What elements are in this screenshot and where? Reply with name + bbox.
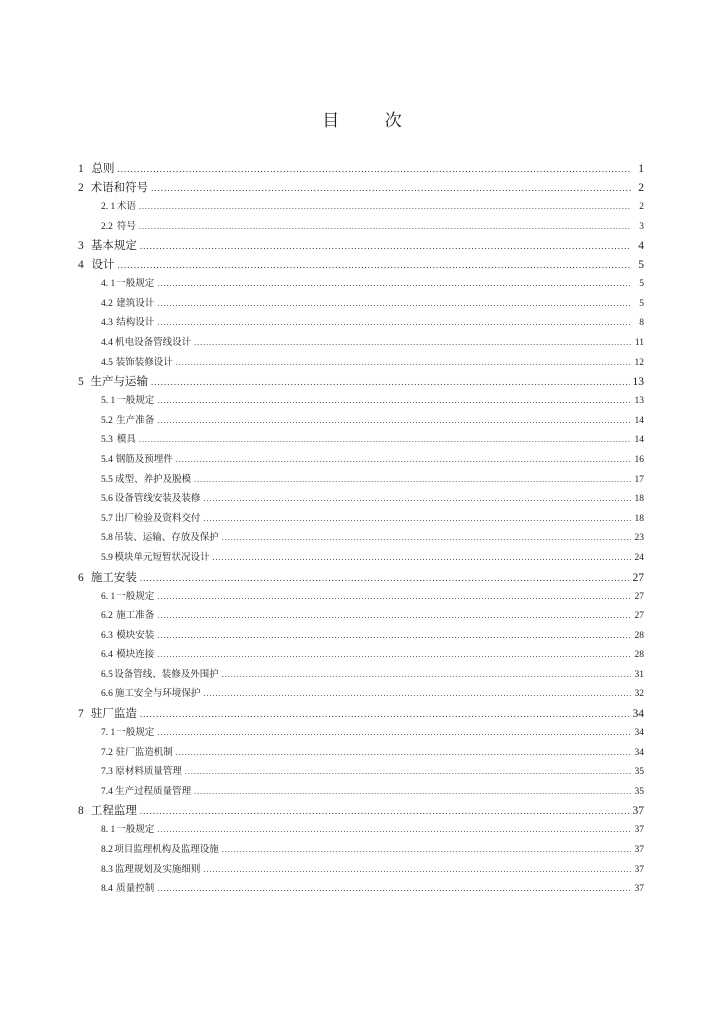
toc-entry-number: 4.2 (101, 298, 113, 309)
toc-entry-page-number: 37 (634, 845, 644, 856)
toc-entry-title: 项目监理机构及监理设施 (114, 844, 219, 856)
toc-entry-page-number: 24 (634, 552, 644, 563)
toc-entry-page-number: 5 (639, 298, 644, 309)
toc-section-entry[interactable] (78, 431, 644, 451)
toc-section-entry[interactable] (78, 218, 644, 238)
toc-section-entry[interactable] (78, 275, 644, 295)
toc-section-entry[interactable] (78, 880, 644, 900)
toc-dot-leader (194, 338, 631, 347)
toc-entry-title: 设备管线安装及装修 (114, 493, 201, 505)
toc-dot-leader (203, 865, 631, 874)
toc-entry-number: 4.3 (101, 318, 113, 329)
toc-section-entry[interactable] (78, 549, 644, 569)
toc-entry-page-number: 2 (639, 202, 644, 212)
toc-dot-leader (140, 709, 630, 719)
toc-section-entry[interactable] (78, 314, 644, 334)
toc-dot-leader (151, 183, 631, 193)
toc-chapter-entry[interactable] (78, 802, 644, 821)
toc-entry-title: 总则 (91, 161, 115, 175)
toc-entry-page-number: 28 (634, 650, 644, 661)
toc-entry-page-number: 11 (634, 337, 644, 348)
toc-entry-number: 6. 1 (101, 591, 116, 602)
toc-section-entry[interactable] (78, 412, 644, 432)
toc-section-entry[interactable] (78, 529, 644, 549)
toc-dot-leader (176, 358, 631, 367)
toc-entry-number: 7.4 (101, 786, 113, 797)
toc-entry-number: 7. 1 (101, 728, 116, 739)
toc-entry-page-number: 14 (634, 435, 644, 446)
toc-entry-title: 施工准备 (116, 610, 155, 622)
toc-dot-leader (203, 689, 631, 698)
toc-entry-number: 5.6 (101, 494, 113, 505)
toc-entry-number: 4. 1 (101, 279, 116, 290)
toc-section-entry[interactable] (78, 685, 644, 705)
toc-section-entry[interactable] (78, 451, 644, 471)
toc-dot-leader (213, 553, 631, 562)
toc-dot-leader (157, 279, 631, 288)
toc-entry-number: 5.3 (101, 435, 113, 446)
toc-section-entry[interactable] (78, 334, 644, 354)
toc-entry-title: 驻厂监造 (90, 706, 137, 721)
toc-entry-title: 施工安全与环境保护 (114, 688, 201, 700)
toc-dot-leader (157, 611, 631, 620)
toc-entry-page-number: 12 (634, 357, 644, 368)
toc-section-entry[interactable] (78, 198, 644, 218)
toc-dot-leader (157, 631, 631, 640)
toc-dot-leader (140, 241, 631, 251)
toc-entry-number: 7.2 (101, 747, 113, 758)
toc-entry-number: 4.5 (101, 357, 113, 368)
toc-entry-number: 6.6 (101, 689, 113, 700)
toc-dot-leader (203, 514, 631, 523)
toc-entry-number: 2.2 (101, 221, 113, 232)
toc-section-entry[interactable] (78, 627, 644, 647)
toc-dot-leader (194, 787, 631, 796)
toc-section-entry[interactable] (78, 607, 644, 627)
toc-chapter-entry[interactable] (78, 160, 644, 179)
toc-entry-title: 一般规定 (116, 395, 155, 407)
toc-section-entry[interactable] (78, 763, 644, 783)
toc-entry-title: 一般规定 (116, 278, 155, 290)
toc-entry-title: 术语 (116, 201, 136, 212)
toc-entry-title: 模块单元短暂状况设计 (114, 551, 210, 563)
toc-entry-number: 5. 1 (101, 396, 116, 407)
toc-entry-number: 5 (78, 376, 84, 389)
toc-entry-title: 设计 (91, 257, 115, 272)
toc-entry-page-number: 37 (634, 884, 644, 895)
toc-dot-leader (194, 475, 631, 484)
toc-entry-title: 监理规划及实施细则 (114, 863, 201, 875)
toc-entry-number: 4.4 (101, 337, 113, 348)
toc-entry-page-number: 34 (634, 747, 644, 758)
toc-entry-page-number: 31 (634, 669, 644, 680)
toc-section-entry[interactable] (78, 392, 644, 412)
toc-entry-number: 2. 1 (101, 202, 116, 212)
toc-entry-title: 装饰装修设计 (115, 356, 173, 368)
toc-entry-title: 成型、养护及脱模 (115, 473, 192, 485)
toc-dot-leader (185, 767, 631, 776)
toc-entry-page-number: 3 (639, 221, 644, 232)
toc-entry-title: 吊装、运输、存放及保护 (114, 532, 219, 544)
toc-entry-title: 一般规定 (116, 590, 155, 602)
toc-entry-page-number: 8 (639, 318, 644, 329)
toc-entry-page-number: 34 (634, 728, 644, 739)
toc-entry-page-number: 23 (634, 533, 644, 544)
toc-entry-number: 5.9 (101, 552, 113, 563)
toc-dot-leader (139, 202, 631, 211)
toc-entry-number: 3 (78, 240, 84, 253)
toc-dot-leader (222, 670, 631, 679)
toc-dot-leader (157, 318, 631, 327)
toc-entry-title: 质量控制 (116, 883, 155, 895)
toc-entry-title: 生产准备 (116, 414, 155, 426)
toc-entry-title: 工程监理 (90, 803, 137, 818)
toc-dot-leader (222, 845, 631, 854)
toc-dot-leader (140, 573, 630, 583)
toc-entry-page-number: 35 (634, 767, 644, 778)
toc-entry-page-number: 14 (634, 415, 644, 426)
toc-entry-title: 生产过程质量管理 (115, 785, 192, 797)
toc-entry-number: 1 (78, 163, 84, 175)
toc-entry-title: 设备管线、装修及外围护 (114, 668, 219, 680)
toc-chapter-entry[interactable] (78, 705, 644, 724)
toc-entry-page-number: 37 (634, 864, 644, 875)
toc-chapter-entry[interactable] (78, 373, 644, 392)
toc-entry-page-number: 13 (634, 396, 644, 407)
toc-entry-number: 2 (78, 182, 84, 194)
toc-entry-title: 施工安装 (90, 569, 137, 584)
toc-section-entry[interactable] (78, 295, 644, 315)
toc-section-entry[interactable] (78, 666, 644, 686)
toc-entry-page-number: 34 (632, 708, 644, 721)
toc-entry-number: 6 (78, 571, 84, 584)
toc-section-entry[interactable] (78, 490, 644, 510)
toc-entry-page-number: 13 (632, 376, 644, 389)
toc-entry-title: 模块连接 (116, 649, 155, 661)
toc-entry-number: 8. 1 (101, 825, 116, 836)
toc-entry-number: 5.5 (101, 474, 113, 485)
toc-section-entry[interactable] (78, 471, 644, 491)
toc-dot-leader (139, 222, 631, 231)
toc-dot-leader (176, 455, 631, 464)
toc-entry-number: 7 (78, 708, 84, 721)
toc-entry-page-number: 18 (634, 494, 644, 505)
toc-section-entry[interactable] (78, 588, 644, 608)
toc-entry-title: 出厂检验及资料交付 (114, 512, 201, 524)
toc-entry-title: 符号 (116, 220, 136, 232)
toc-dot-leader (157, 728, 631, 737)
toc-dot-leader (157, 884, 631, 893)
toc-entry-title: 一般规定 (116, 727, 155, 739)
toc-entry-title: 模块安装 (116, 629, 155, 641)
toc-entry-number: 8.4 (101, 884, 113, 895)
toc-entry-title: 钢筋及预埋件 (115, 453, 173, 465)
toc-entry-title: 机电设备管线设计 (115, 336, 192, 348)
toc-entry-number: 6.2 (101, 611, 113, 622)
toc-entry-title: 模具 (116, 434, 136, 446)
toc-dot-leader (157, 592, 631, 601)
toc-dot-leader (222, 533, 631, 542)
toc-entry-title: 生产与运输 (90, 374, 149, 389)
toc-section-entry[interactable] (78, 510, 644, 530)
toc-section-entry[interactable] (78, 783, 644, 803)
toc-chapter-entry[interactable] (78, 569, 644, 588)
toc-entry-number: 7.3 (101, 767, 113, 778)
toc-entry-title: 原材料质量管理 (115, 766, 182, 778)
toc-entry-title: 结构设计 (116, 317, 155, 329)
toc-chapter-entry[interactable] (78, 256, 644, 275)
toc-entry-number: 5.7 (101, 513, 113, 524)
toc-entry-page-number: 27 (634, 591, 644, 602)
toc-entry-number: 5.8 (101, 533, 113, 544)
table-of-contents (78, 160, 644, 900)
toc-section-entry[interactable] (78, 861, 644, 881)
toc-entry-page-number: 5 (638, 259, 644, 272)
toc-dot-leader (157, 825, 631, 834)
toc-entry-title: 驻厂监造机制 (115, 746, 173, 758)
toc-entry-page-number: 16 (634, 454, 644, 465)
toc-chapter-entry[interactable] (78, 179, 644, 198)
toc-section-entry[interactable] (78, 354, 644, 374)
toc-entry-page-number: 37 (634, 825, 644, 836)
toc-entry-page-number: 27 (632, 571, 644, 584)
toc-section-entry[interactable] (78, 646, 644, 666)
toc-section-entry[interactable] (78, 821, 644, 841)
toc-chapter-entry[interactable] (78, 237, 644, 256)
toc-entry-page-number: 37 (632, 805, 644, 818)
toc-dot-leader (117, 260, 631, 270)
toc-entry-page-number: 35 (634, 786, 644, 797)
toc-entry-page-number: 5 (639, 279, 644, 290)
toc-entry-title: 一般规定 (116, 824, 155, 836)
toc-entry-number: 5.2 (101, 415, 113, 426)
toc-entry-title: 建筑设计 (116, 297, 155, 309)
toc-entry-number: 4 (78, 259, 84, 272)
toc-dot-leader (151, 377, 629, 387)
toc-entry-page-number: 32 (634, 689, 644, 700)
toc-entry-page-number: 2 (638, 182, 644, 194)
toc-entry-number: 6.5 (101, 669, 113, 680)
toc-entry-page-number: 1 (638, 163, 644, 175)
toc-dot-leader (157, 396, 631, 405)
toc-dot-leader (140, 806, 630, 816)
toc-entry-number: 5.4 (101, 454, 113, 465)
toc-section-entry[interactable] (78, 724, 644, 744)
toc-dot-leader (157, 416, 631, 425)
toc-entry-number: 6.3 (101, 630, 113, 641)
toc-entry-title: 术语和符号 (90, 180, 149, 194)
page-title: 目 次 (322, 111, 422, 131)
toc-dot-leader (157, 650, 631, 659)
toc-dot-leader (117, 164, 631, 174)
toc-dot-leader (139, 435, 631, 444)
toc-entry-page-number: 27 (634, 611, 644, 622)
toc-section-entry[interactable] (78, 744, 644, 764)
toc-entry-title: 基本规定 (90, 238, 137, 253)
toc-entry-page-number: 18 (634, 513, 644, 524)
toc-entry-number: 6.4 (101, 650, 113, 661)
toc-entry-number: 8.2 (101, 845, 113, 856)
toc-entry-number: 8.3 (101, 864, 113, 875)
toc-dot-leader (176, 748, 631, 757)
toc-dot-leader (203, 494, 631, 503)
toc-entry-page-number: 17 (634, 474, 644, 485)
toc-entry-number: 8 (78, 805, 84, 818)
toc-entry-page-number: 4 (638, 240, 644, 253)
toc-entry-page-number: 28 (634, 630, 644, 641)
toc-dot-leader (157, 299, 631, 308)
toc-section-entry[interactable] (78, 841, 644, 861)
